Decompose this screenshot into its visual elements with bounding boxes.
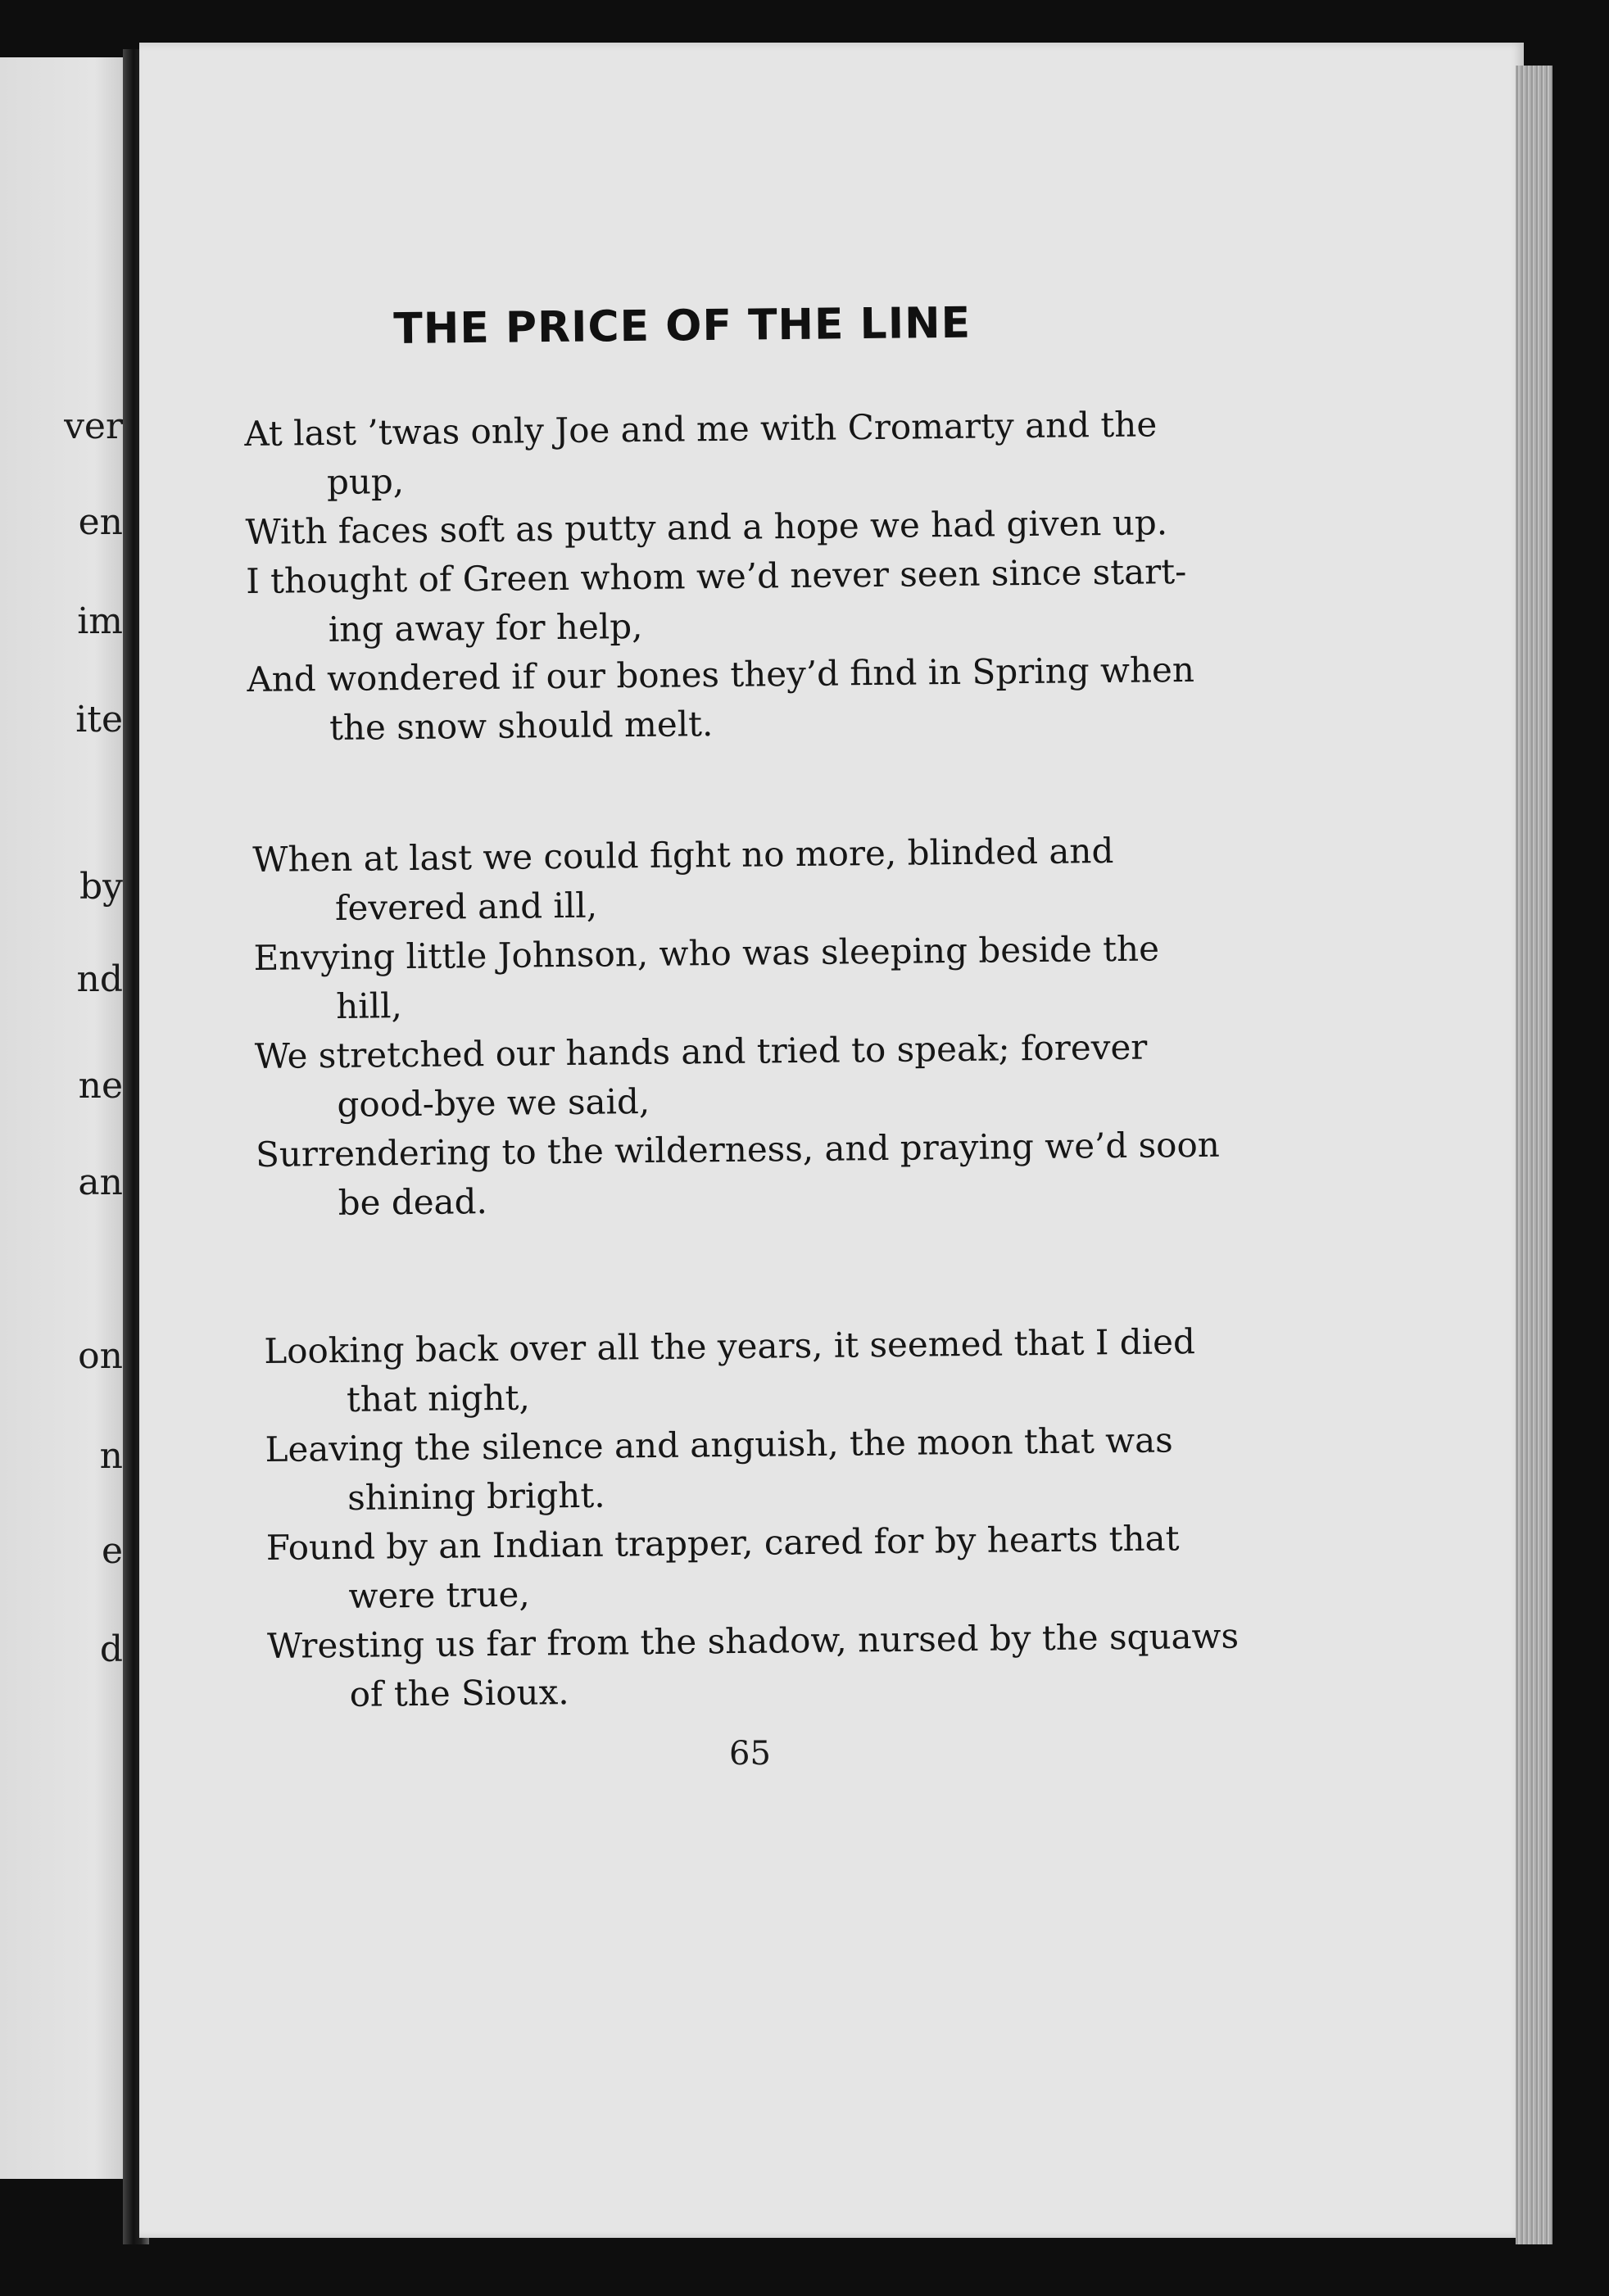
- verse-line-continuation: be dead.: [338, 1181, 488, 1223]
- facing-page: [0, 57, 135, 2179]
- verse-line: Found by an Indian trapper, cared for by hearts that: [265, 1518, 1180, 1568]
- page-edges: [1516, 66, 1552, 2244]
- facing-page-fragment: an: [78, 1162, 123, 1203]
- verse-line-continuation: the snow should melt.: [329, 704, 714, 748]
- stanza-1: [244, 400, 1195, 754]
- verse-line: Surrendering to the wilderness, and praying we’d soon: [255, 1124, 1221, 1175]
- verse-line-continuation: good-bye we said,: [337, 1080, 650, 1125]
- facing-page-fragment: ite: [75, 699, 123, 740]
- verse-line-continuation: fevered and ill,: [334, 885, 598, 928]
- verse-line: Leaving the silence and anguish, the moon that was: [265, 1420, 1173, 1470]
- facing-page-fragment: by: [79, 866, 123, 908]
- facing-page-fragment: im: [77, 600, 123, 642]
- facing-page-fragment: ne: [78, 1065, 123, 1107]
- facing-page-fragment: d: [99, 1628, 123, 1670]
- verse-line-continuation: ing away for help,: [328, 605, 643, 650]
- verse-line-continuation: were true,: [348, 1574, 531, 1616]
- facing-page-fragment: nd: [76, 958, 123, 1000]
- verse-line-continuation: shining bright.: [347, 1474, 605, 1518]
- verse-line: I thought of Green whom we’d never seen since start-: [245, 550, 1187, 601]
- page-number: 65: [729, 1735, 771, 1773]
- verse-line: We stretched our hands and tried to speak; forever: [254, 1026, 1148, 1076]
- verse-line-continuation: that night,: [346, 1377, 531, 1420]
- verse-line: And wondered if our bones they’d find in Spring when: [247, 649, 1195, 700]
- verse-line: When at last we could fight no more, blinded and: [252, 830, 1114, 880]
- verse-line-continuation: pup,: [326, 460, 405, 502]
- facing-page-fragment: en: [78, 501, 123, 543]
- stanza-2: [252, 826, 1221, 1229]
- stanza-3: [264, 1317, 1240, 1720]
- verse-line: Wresting us far from the shadow, nursed by the squaws: [266, 1615, 1240, 1666]
- verse-line-continuation: hill,: [335, 985, 403, 1026]
- verse-line: Envying little Johnson, who was sleeping beside the: [253, 928, 1160, 978]
- verse-line: At last ’twas only Joe and me with Cromarty and the: [244, 404, 1158, 454]
- verse-line-continuation: of the Sioux.: [349, 1672, 569, 1714]
- verse-line: Looking back over all the years, it seemed that I died: [264, 1321, 1196, 1371]
- facing-page-fragment: e: [101, 1530, 123, 1572]
- verse-line: With faces soft as putty and a hope we had given up.: [245, 502, 1168, 552]
- poem-title: THE PRICE OF THE LINE: [393, 298, 972, 354]
- facing-page-fragment: on: [78, 1335, 123, 1377]
- facing-page-fragment: n: [99, 1435, 123, 1477]
- facing-page-fragment: ver: [64, 405, 123, 447]
